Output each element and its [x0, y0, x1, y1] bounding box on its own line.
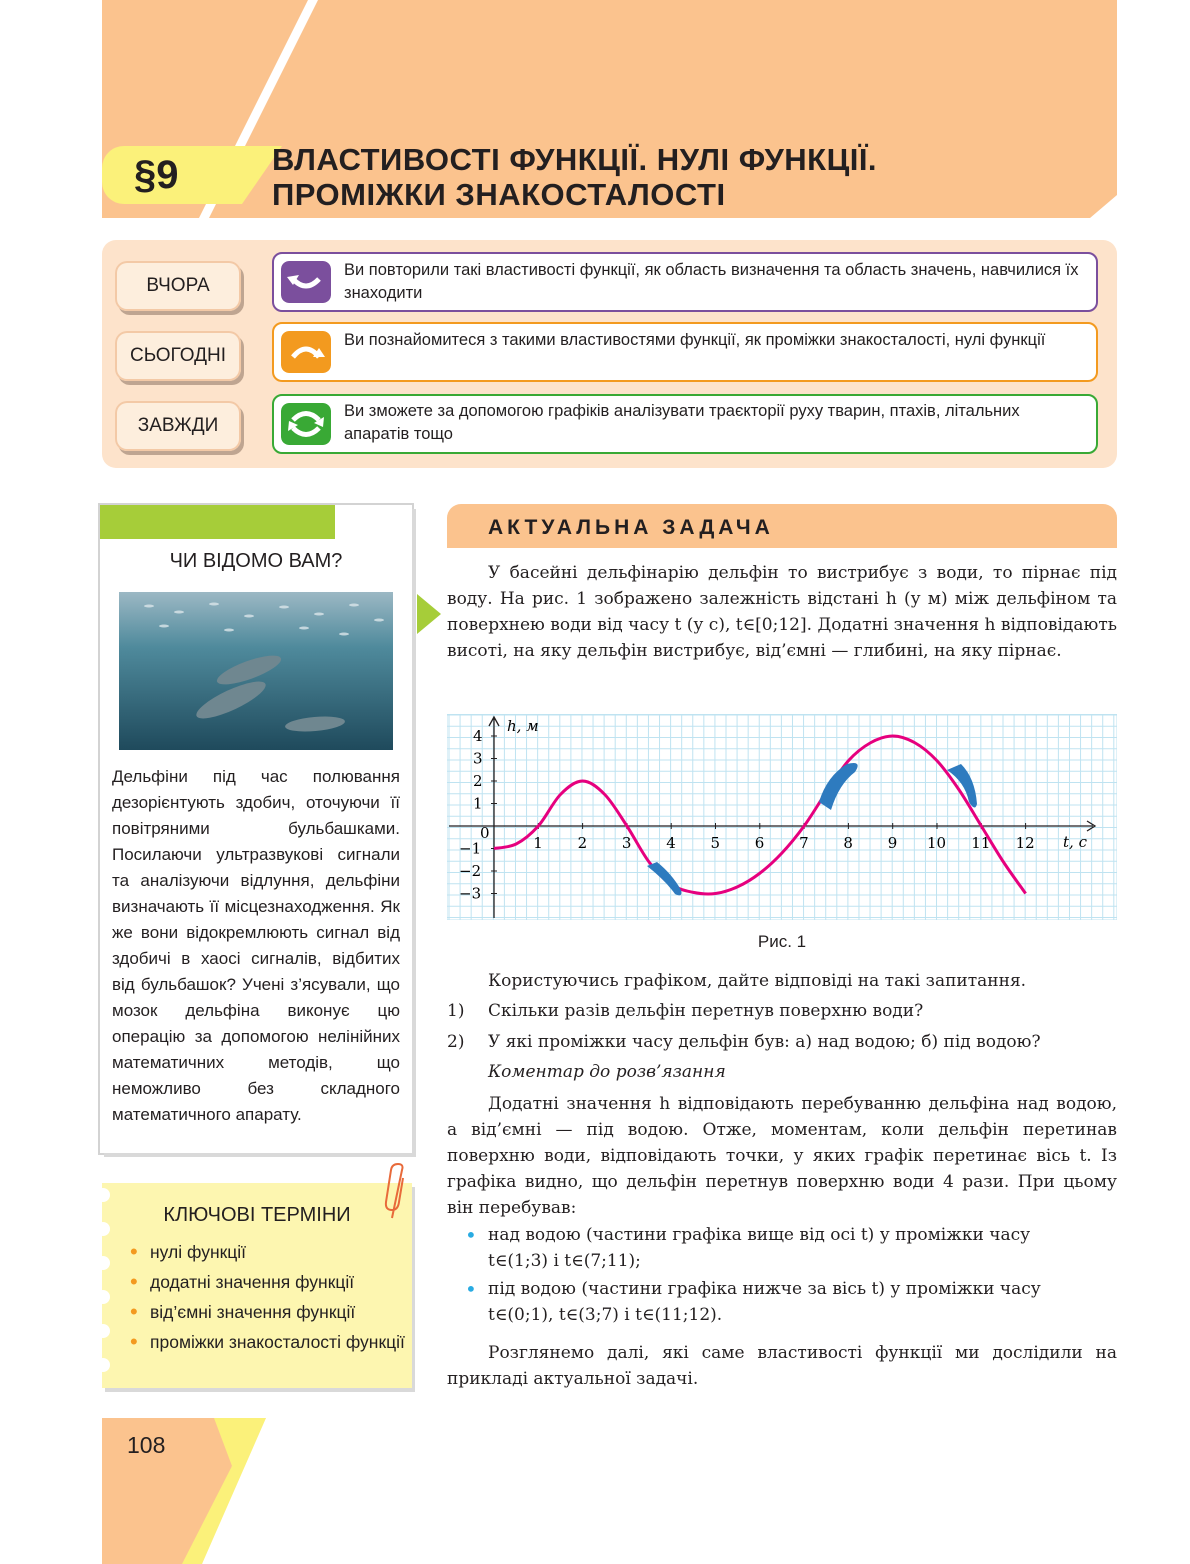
- cycle-icon: [281, 403, 331, 445]
- key-term-item: • від’ємні значення функції: [128, 1300, 408, 1324]
- note-hole: [96, 1188, 110, 1202]
- dolphin-height-chart: [447, 714, 1117, 920]
- question-text: У які проміжки часу дельфін був: а) над водою; б) під водою?: [488, 1032, 1041, 1052]
- question-text: Скільки разів дельфін перетнув поверхню води?: [488, 1001, 924, 1021]
- x-tick-label: 10: [927, 834, 947, 852]
- y-tick-label: 2: [473, 772, 483, 790]
- x-tick-label: 6: [754, 834, 765, 852]
- page-title: [272, 142, 972, 212]
- page-number: 108: [127, 1432, 166, 1458]
- x-tick-label: 12: [1015, 834, 1035, 852]
- key-terms-list: [128, 1240, 408, 1360]
- did-you-know-tab: [335, 505, 412, 539]
- today-icon: [281, 331, 331, 373]
- y-axis-label: h, м: [507, 717, 539, 735]
- x-tick-label: 5: [710, 834, 721, 852]
- key-term-item: • проміжки знакосталості функції: [128, 1330, 408, 1354]
- bullet-above-water: [447, 1222, 1117, 1274]
- dolphins-photo: [119, 592, 393, 750]
- today-tab[interactable]: СЬОГОДНІ: [115, 331, 241, 381]
- comment-text: Додатні значення h відповідають перебуванню дельфіна над водою, а від’ємні — під водою. Отже, моментам, коли дельфін перетинав поверхню води, відповідають точки, у яких графік перетинає вісь t. Із графіка видно, що дельфін перетнув поверхню води 4 рази. При цьому він перебував:: [447, 1094, 1117, 1218]
- yesterday-icon: [281, 261, 331, 303]
- yesterday-text: Ви повторили такі властивості функції, як область визначення та область значень, навчилися їх знаходити: [344, 261, 1079, 302]
- title-line-1: ВЛАСТИВОСТІ ФУНКЦІЇ. НУЛІ ФУНКЦІЇ.: [272, 142, 877, 177]
- x-tick-label: 4: [666, 834, 676, 852]
- task-intro: У басейні дельфінарію дельфін то вистрибує з води, то пірнає під воду. На рис. 1 зображено залежність відстані h (у м) між дельфіном та поверхнею води від часу t (у с), t∈[0;12]. Додатні значення h відповідають висоті, на яку дельфін вистрибує, від’ємні — глибині, на яку пірнає.: [447, 563, 1117, 661]
- x-tick-label: 0: [480, 824, 490, 842]
- task-title: АКТУАЛЬНА ЗАДАЧА: [488, 516, 774, 539]
- question-2: [447, 1029, 1117, 1055]
- x-axis-label: t, с: [1063, 833, 1087, 851]
- interval-text: t∈(1;3) і t∈(7;11);: [488, 1251, 641, 1271]
- x-tick-label: 3: [621, 834, 632, 852]
- always-tab[interactable]: ЗАВЖДИ: [115, 401, 241, 451]
- title-line-2: ПРОМІЖКИ ЗНАКОСТАЛОСТІ: [272, 177, 726, 212]
- y-tick-label: 1: [473, 794, 483, 813]
- bullet-under-water: [447, 1276, 1117, 1328]
- questions-intro: Користуючись графіком, дайте відповіді на такі запитання.: [488, 971, 1027, 991]
- comment-title: Коментар до розв’язання: [488, 1062, 726, 1082]
- x-tick-label: 8: [843, 834, 853, 852]
- y-tick-label: −3: [459, 884, 482, 903]
- header-corner-cut: [1090, 195, 1117, 218]
- y-tick-label: −2: [459, 862, 482, 880]
- key-term-item: • додатні значення функції: [128, 1270, 408, 1294]
- y-tick-label: −1: [459, 839, 482, 858]
- did-you-know-bar: [100, 505, 335, 539]
- outro-text: Розглянемо далі, які саме властивості функції ми дослідили на прикладі актуальної задачі.: [447, 1343, 1117, 1389]
- question-1: [447, 998, 1117, 1024]
- x-tick-label: 2: [577, 834, 588, 852]
- always-text: Ви зможете за допомогою графіків аналізувати траєкторії руху тварин, птахів, літальних апаратів тощо: [344, 402, 1020, 443]
- question-number: 1): [447, 1001, 465, 1021]
- question-number: 2): [447, 1032, 465, 1052]
- yesterday-tab[interactable]: ВЧОРА: [115, 261, 241, 311]
- did-you-know-title: ЧИ ВІДОМО ВАМ?: [169, 550, 343, 572]
- figure-caption: Рис. 1: [757, 932, 807, 951]
- x-tick-label: 11: [971, 834, 991, 852]
- today-text: Ви познайомитеся з такими властивостями функції, як проміжки знакосталості, нулі функції: [344, 331, 1046, 349]
- y-tick-label: 3: [473, 749, 483, 768]
- bullet-line: • під водою (частини графіка нижче за вісь t) у проміжки часу: [447, 1276, 1117, 1302]
- green-pointer: [417, 594, 441, 634]
- note-hole: [96, 1290, 110, 1304]
- note-hole: [96, 1324, 110, 1338]
- key-term-item: • нулі функції: [128, 1240, 408, 1264]
- bullet-line: • над водою (частини графіка вище від осі t) у проміжки часу: [447, 1222, 1117, 1248]
- section-number-badge: §9: [102, 146, 242, 204]
- key-terms-title: КЛЮЧОВІ ТЕРМІНИ: [163, 1204, 351, 1226]
- x-tick-label: 1: [533, 834, 543, 852]
- x-tick-label: 7: [799, 834, 809, 852]
- interval-text: t∈(0;1), t∈(3;7) і t∈(11;12).: [488, 1305, 723, 1325]
- did-you-know-text: Дельфіни під час полювання дезорієнтують здобич, оточуючи її повітряними бульбашками. Посилаючи ультразвукові сигнали та аналізуючи відлуння, дельфіни визначають її місцезнаходження. Як же вони відокремлюють сигнал від здобичі в хаосі сигналів, відбитих від бульбашок? Учені з’ясували, що мозок дельфіна виконує цю операцію за допомогою нелінійних математичних методів, що неможливо без складного математичного апарату.: [112, 767, 400, 1124]
- note-hole: [96, 1256, 110, 1270]
- note-hole: [96, 1358, 110, 1372]
- y-tick-label: 4: [473, 727, 483, 745]
- x-tick-label: 9: [887, 834, 898, 852]
